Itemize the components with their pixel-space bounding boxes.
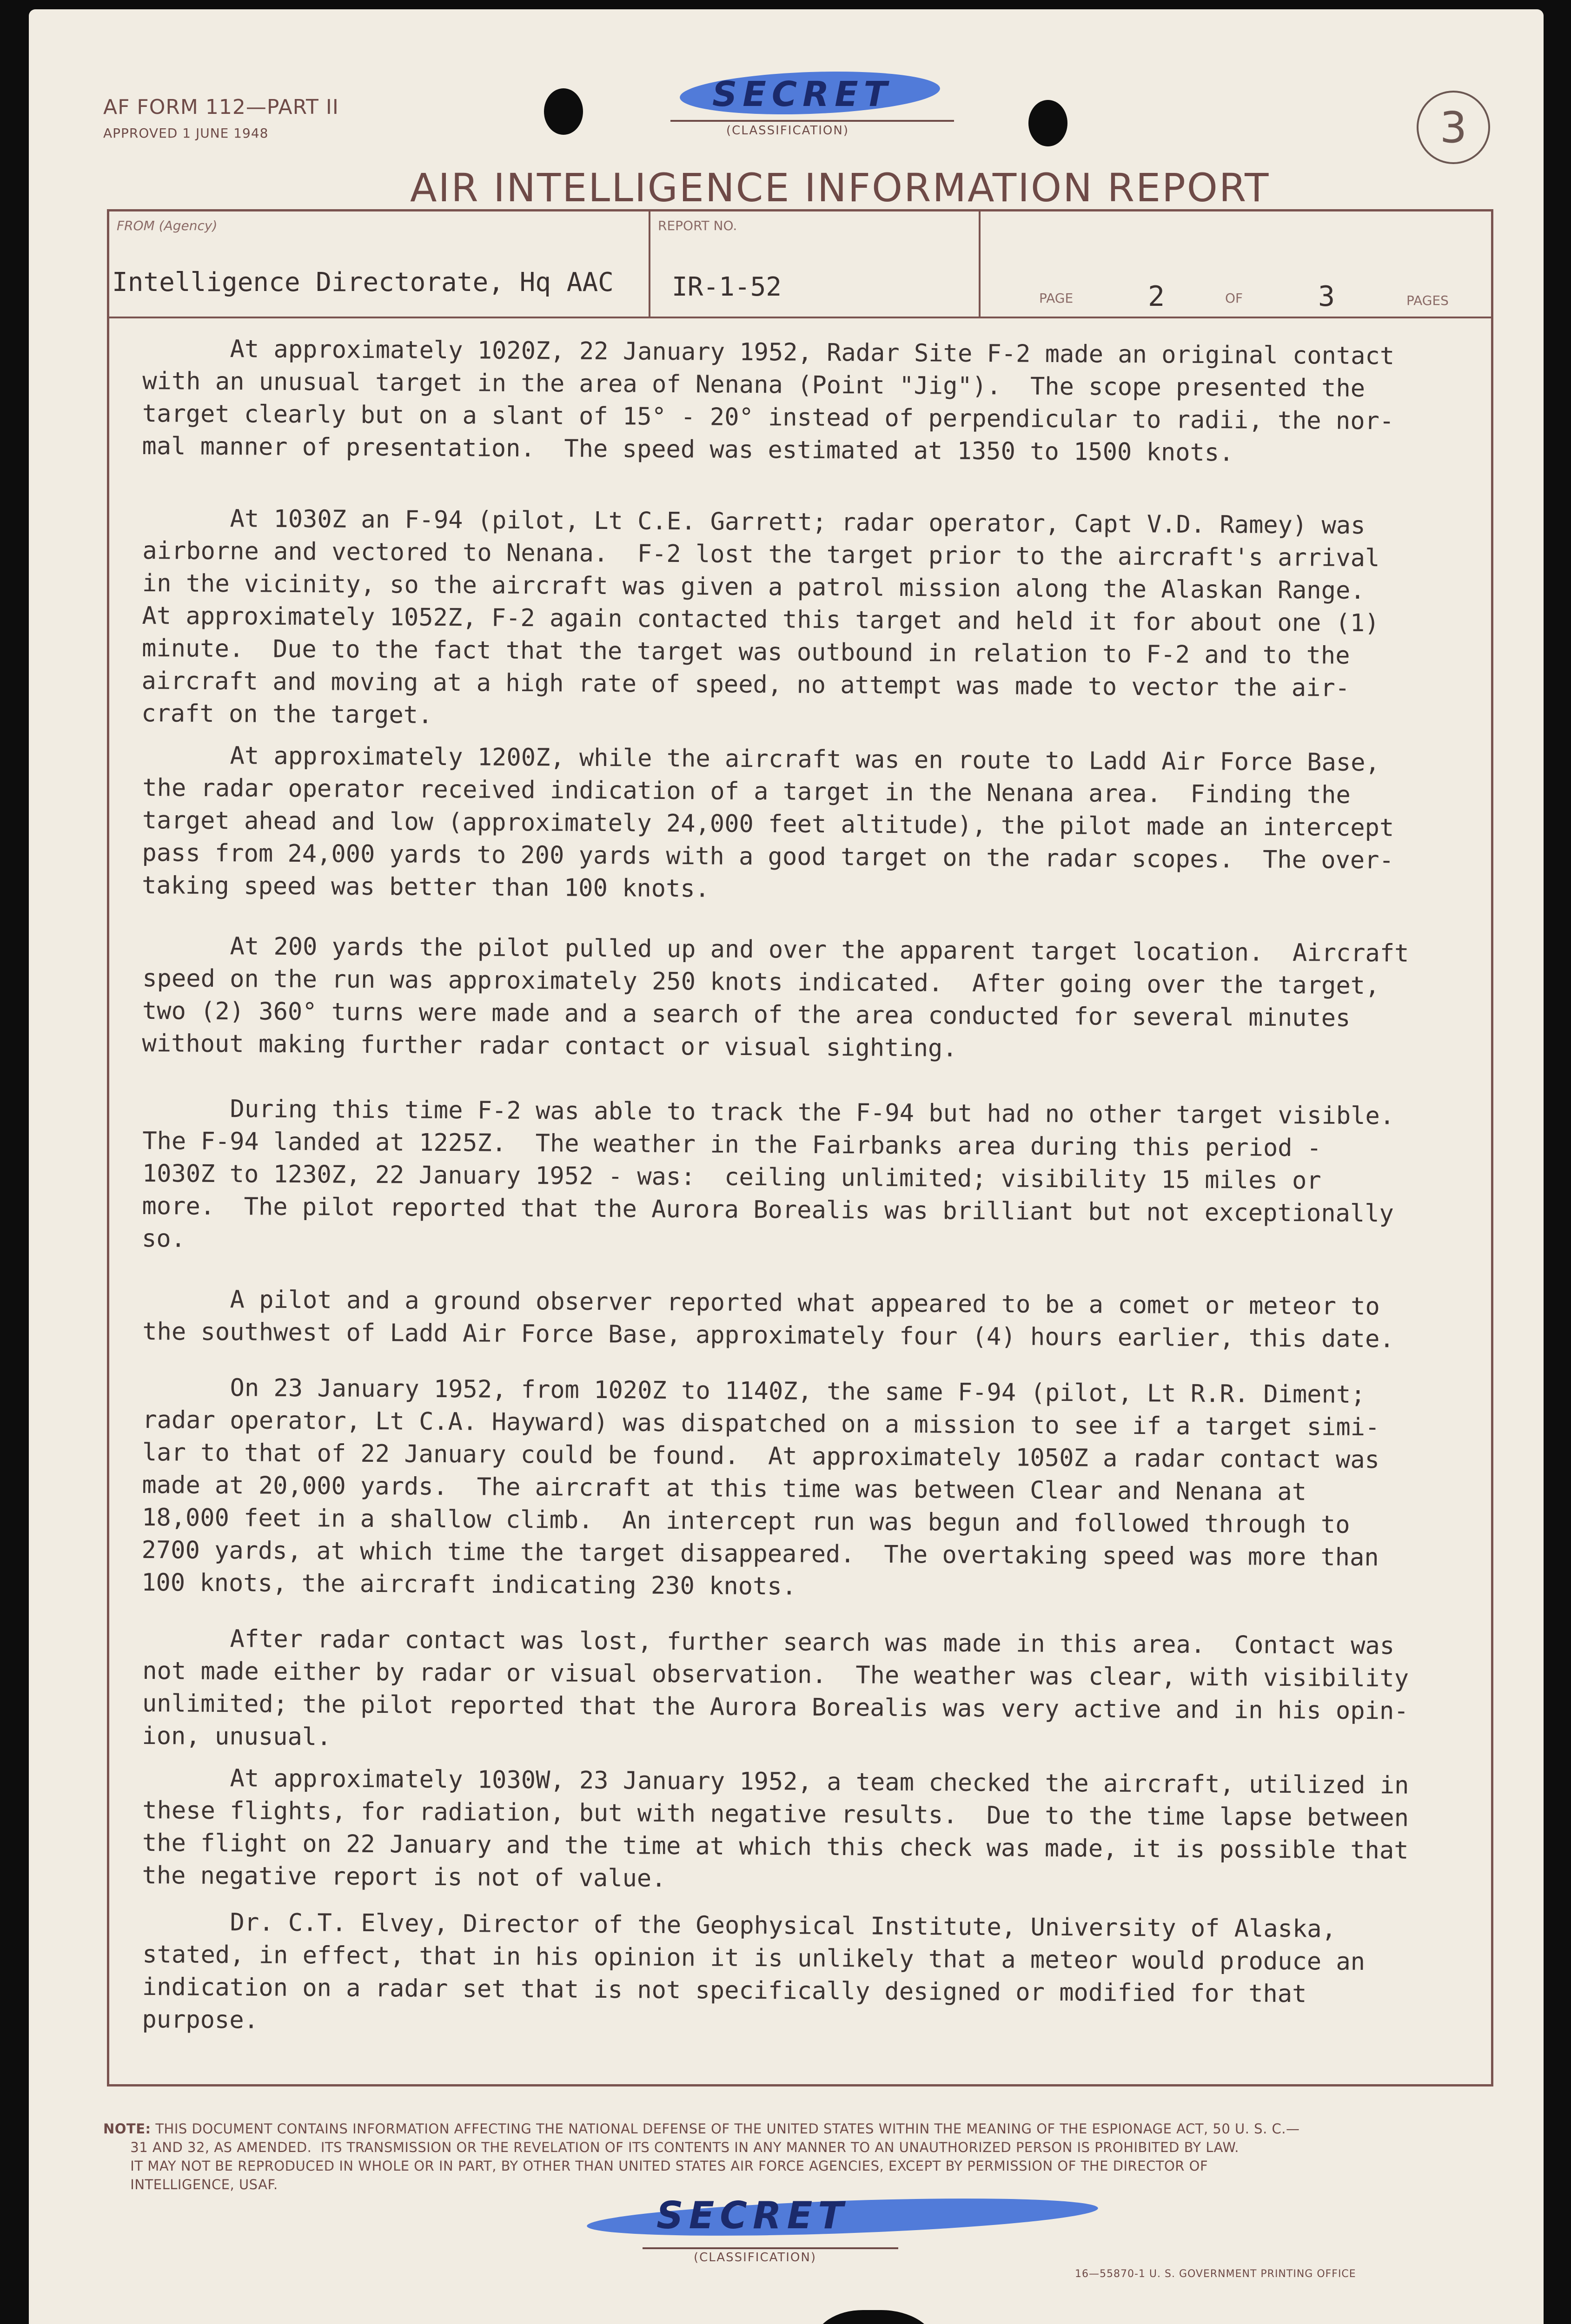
classification-line-bottom [643, 2247, 898, 2249]
from-label: FROM (Agency) [117, 218, 218, 233]
body-paragraph: During this time F-2 was able to track the F-94 but had no other target visible. The F-94 landed at 1225Z. The weather in the Fairbanks area during this period - 1030Z to 1230Z, 22 January 1952 - was: ceiling unlimited; visibility 15 miles or more. The pilot reported that the Aurora Borealis was brilliant but not exceptionally so. [141, 1095, 1395, 1253]
header-divider-1 [649, 211, 650, 317]
body-paragraph: At approximately 1200Z, while the aircraft was en route to Ladd Air Force Base, the radar operator received indication of a target in the Nenana area. Finding the target ahead and low (approximately 24,000 feet altitude), the pilot made an intercept pass from 24,000 yards to 200 yards with a good target on the radar scopes. The over- taking speed was better than 100 knots. [141, 741, 1394, 903]
body-paragraph: On 23 January 1952, from 1020Z to 1140Z, the same F-94 (pilot, Lt R.R. Diment; radar operator, Lt C.A. Hayward) was dispatched on a mission to see if a target simi- lar to that of 22 January could be found. At approximately 1050Z a radar contact was made at 20,000 yards. The aircraft at this time was between Clear and Nenana at 18,000 feet in a shallow climb. An intercept run was begun and followed through to 2700 yards, at which time the target disappeared. The overtaking speed was more than 100 knots, the aircraft indicating 230 knots. [141, 1373, 1380, 1601]
printing-office-code: 16—55870-1 U. S. GOVERNMENT PRINTING OFFICE [1075, 2268, 1356, 2280]
of-value: 3 [1318, 280, 1335, 313]
of-label: OF [1225, 290, 1243, 306]
report-title: AIR INTELLIGENCE INFORMATION REPORT [410, 165, 1270, 211]
punch-hole-left [544, 88, 583, 135]
handwritten-page-number: 3 [1417, 91, 1490, 164]
classification-line-top [670, 120, 954, 122]
page-tear-bottom-center [815, 2310, 935, 2324]
classification-label-top: (CLASSIFICATION) [726, 124, 849, 138]
classification-label-bottom: (CLASSIFICATION) [694, 2251, 816, 2265]
note-label: NOTE: [103, 2121, 151, 2137]
body-paragraph: At approximately 1020Z, 22 January 1952, Radar Site F-2 made an original contact with an unusual target in the area of Nenana (Point "Jig"). The scope presented the target clearly but on a slant of 15° - 20° instead of perpendicular to radii, the nor- mal manner of presentation. The speed was estimated at 1350 to 1500 knots. [142, 334, 1395, 467]
page-value: 2 [1148, 280, 1165, 313]
approved-date: APPROVED 1 JUNE 1948 [103, 125, 269, 141]
classification-stamp-bottom: SECRET [656, 2194, 849, 2237]
document-page [29, 9, 1544, 2324]
body-paragraph: After radar contact was lost, further search was made in this area. Contact was not made either by radar or visual observation. The weather was clear, with visibility unlimited; the pilot reported that the Aurora Borealis was very active and in his opin- ion, unusual. [142, 1624, 1409, 1751]
from-value: Intelligence Directorate, Hq AAC [112, 267, 614, 297]
header-divider-2 [979, 211, 981, 317]
page-label: PAGE [1039, 290, 1074, 306]
body-paragraph: A pilot and a ground observer reported what appeared to be a comet or meteor to the southwest of Ladd Air Force Base, approximately four (4) hours earlier, this date. [142, 1285, 1394, 1353]
report-no-value: IR-1-52 [672, 272, 782, 302]
espionage-act-note [103, 2119, 1489, 2194]
pages-label: PAGES [1406, 293, 1449, 308]
body-paragraph: At 200 yards the pilot pulled up and over the apparent target location. Aircraft speed on the run was approximately 250 knots indicated. After going over the target, two (2) 360° turns were made and a search of the area conducted for several minutes without making further radar contact or visual sighting. [142, 931, 1409, 1063]
report-no-label: REPORT NO. [658, 218, 737, 233]
report-header-box [107, 209, 1493, 318]
body-paragraph: Dr. C.T. Elvey, Director of the Geophysical Institute, University of Alaska, stated, in effect, that in his opinion it is unlikely that a meteor would produce an indication on a radar set that is not specifically designed or modified for that purpose. [142, 1908, 1366, 2034]
form-number: AF FORM 112—PART II [103, 95, 339, 119]
body-paragraph: At 1030Z an F-94 (pilot, Lt C.E. Garrett; radar operator, Capt V.D. Ramey) was airborne and vectored to Nenana. F-2 lost the target prior to the aircraft's arrival in the vicinity, so the aircraft was given a patrol mission along the Alaskan Range. At approximately 1052Z, F-2 again contacted this target and held it for about one (1) minute. Due to the fact that the target was outbound in relation to F-2 and to the aircraft and moving at a high rate of speed, no attempt was made to vector the air- craft on the target. [141, 504, 1380, 729]
note-text: THIS DOCUMENT CONTAINS INFORMATION AFFECTING THE NATIONAL DEFENSE OF THE UNITED STATES WITHIN THE MEANING OF THE ESPIONAGE ACT, 50 U. S. C.— 31 AND 32, AS AMENDED. ITS TRANSMISSION OR THE REVELATION OF ITS CONTENTS IN ANY MANNER TO AN UNAUTHORIZED PERSON IS PROHIBITED BY LAW. IT MAY NOT BE REPRODUCED IN WHOLE OR IN PART, BY OTHER THAN UNITED STATES AIR FORCE AGENCIES, EXCEPT BY PERMISSION OF THE DIRECTOR OF INTELLIGENCE, USAF. [130, 2121, 1300, 2192]
body-paragraph: At approximately 1030W, 23 January 1952, a team checked the aircraft, utilized in these flights, for radiation, but with negative results. Due to the time lapse between the flight on 22 January and the time at which this check was made, it is possible that the negative report is not of value. [142, 1764, 1409, 1893]
classification-stamp-top: SECRET [712, 74, 893, 114]
punch-hole-right [1028, 100, 1067, 146]
